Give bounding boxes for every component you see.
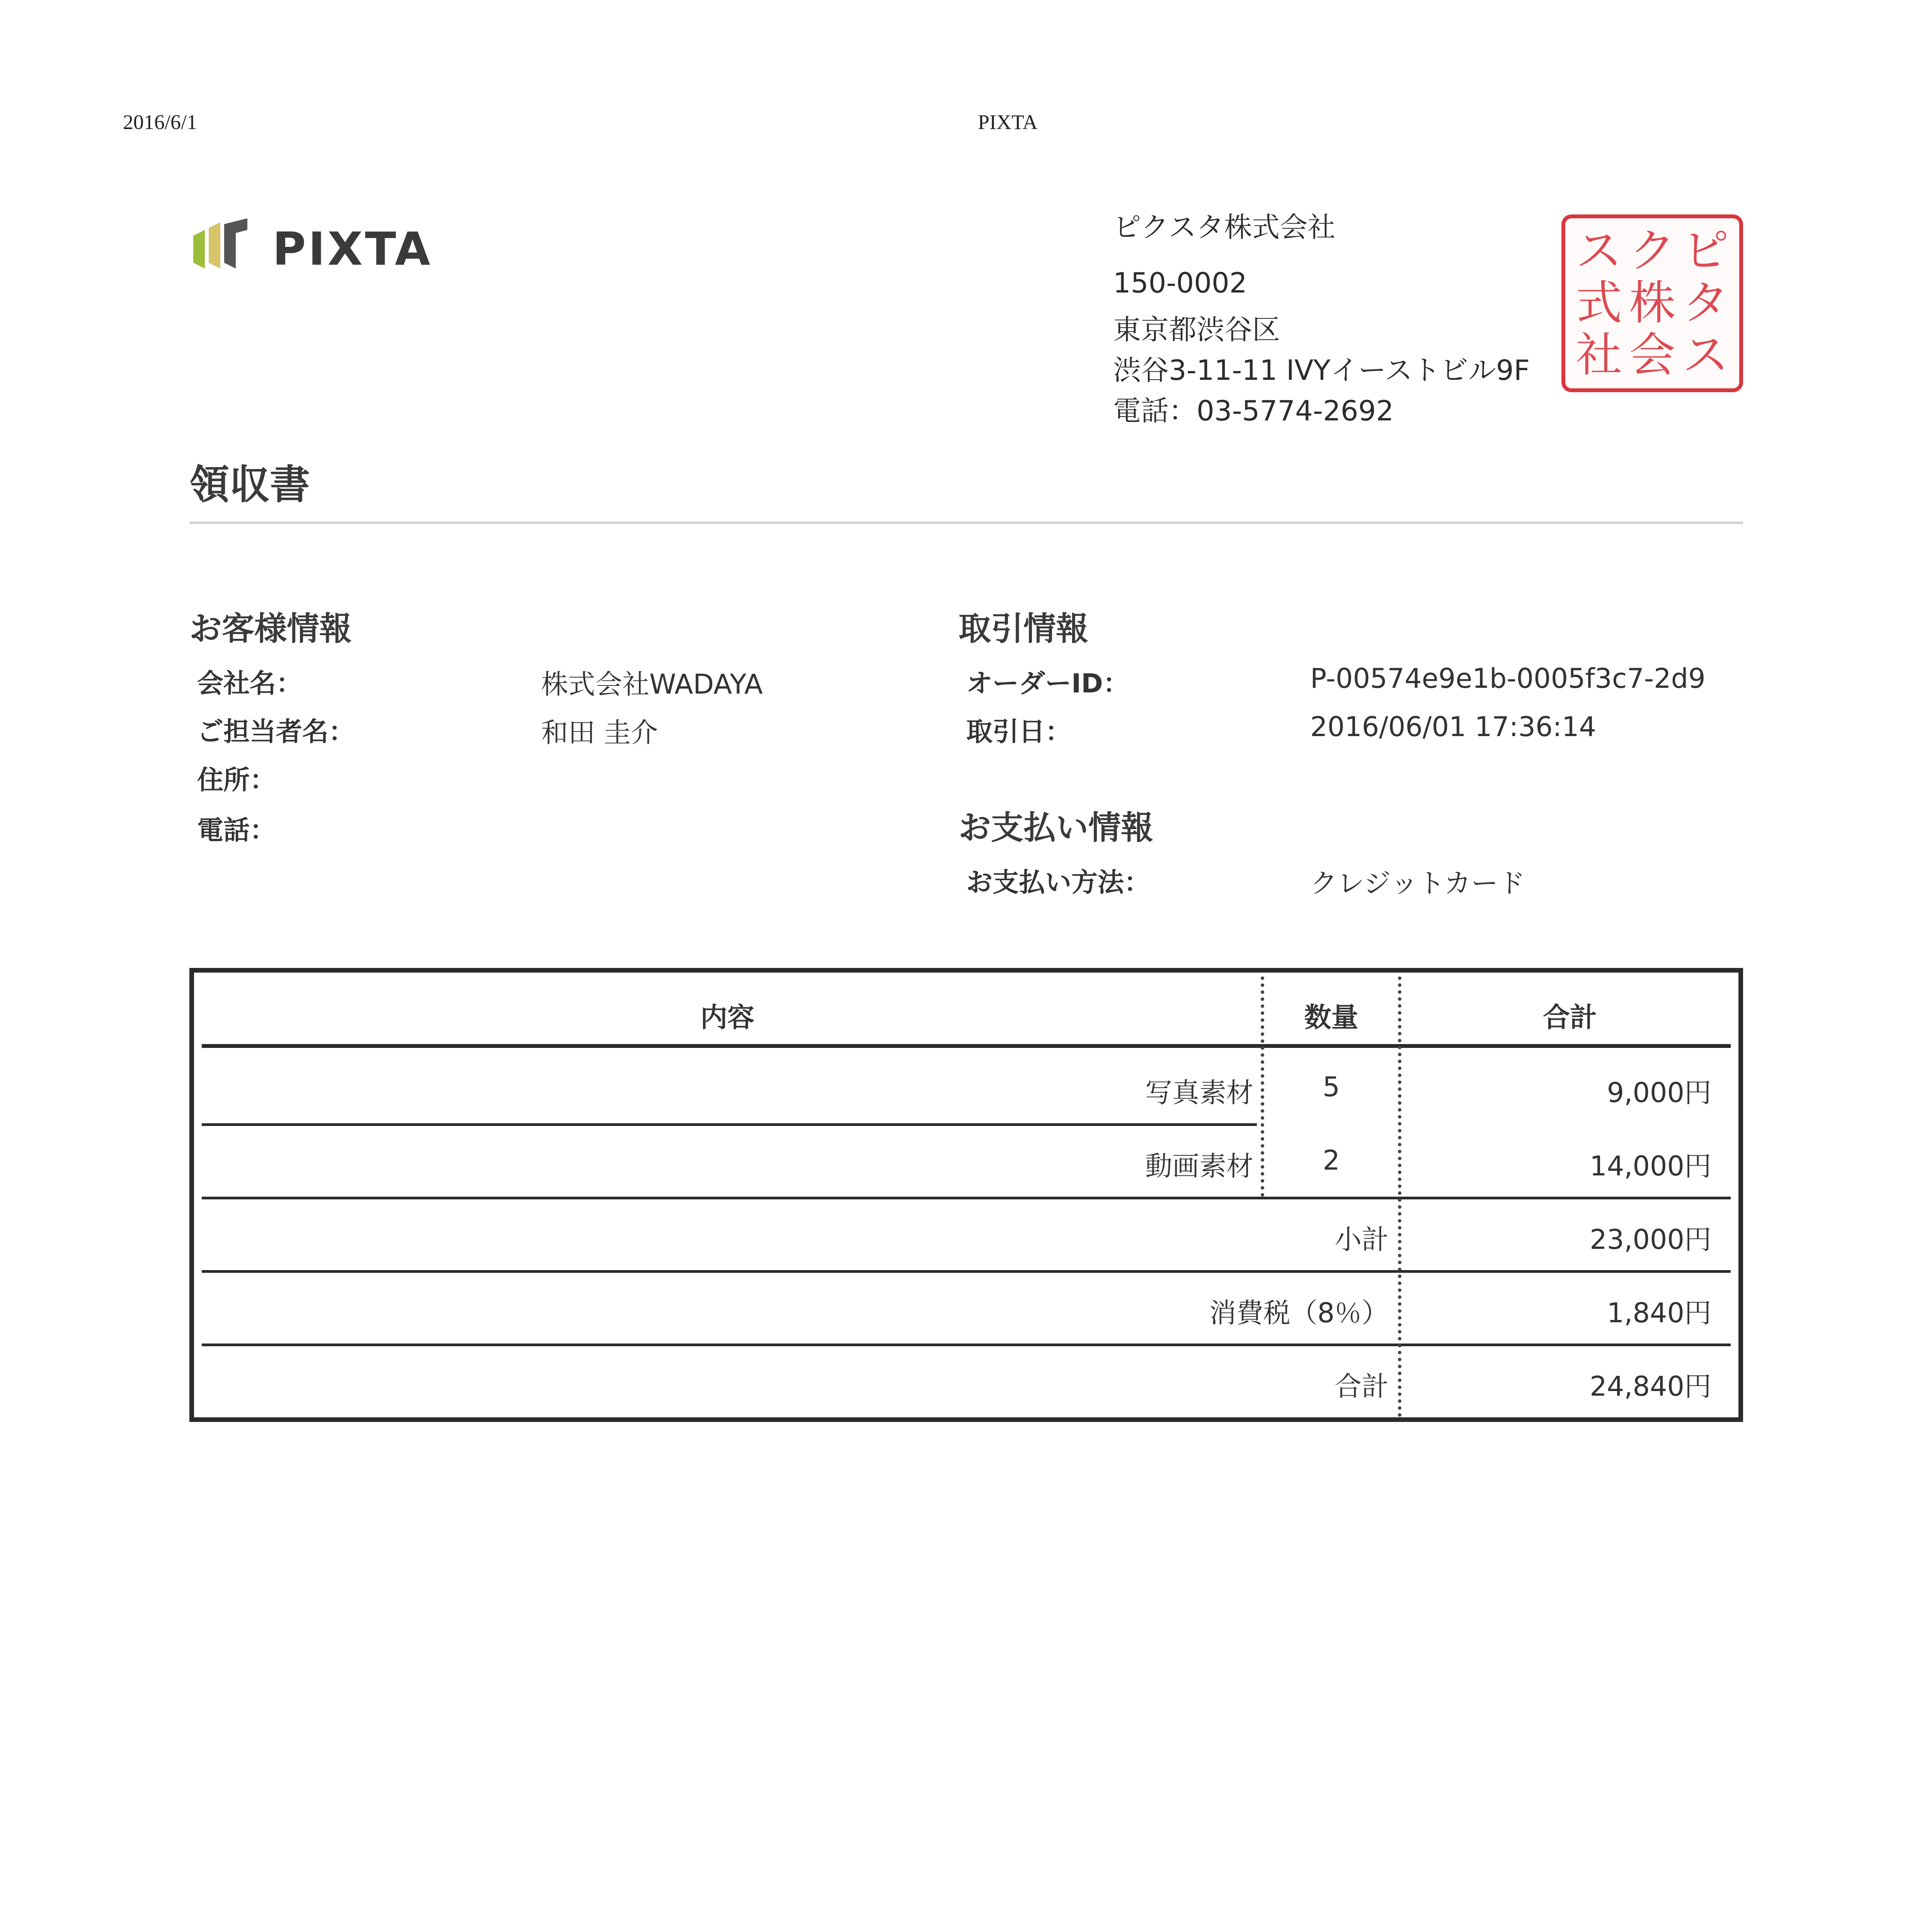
print-date: 2016/6/1	[123, 111, 197, 134]
customer-info-heading: お客様情報	[189, 610, 352, 648]
logo-wordmark: PIXTA	[272, 222, 433, 276]
pixta-logo	[189, 214, 444, 276]
company-address-line2: 渋谷3-11-11 IVYイーストビル9F	[1113, 354, 1530, 386]
customer-phone-label: 電話：	[197, 815, 276, 846]
grand-total-value: 24,840円	[1590, 1371, 1711, 1402]
subtotal-value: 23,000円	[1590, 1224, 1711, 1255]
table-header-rule	[202, 1044, 1731, 1048]
customer-address-label: 住所：	[197, 765, 276, 796]
table-row-rule	[202, 1197, 1731, 1199]
seal-char: ス	[1682, 328, 1729, 382]
company-phone: 電話：03-5774-2692	[1113, 395, 1394, 427]
row-content: 動画素材	[1145, 1150, 1253, 1182]
seal-char: ス	[1576, 224, 1622, 278]
transaction-date-value: 2016/06/01 17:36:14	[1310, 711, 1597, 743]
company-name: ピクスタ株式会社	[1113, 211, 1336, 243]
table-row-rule	[202, 1123, 1257, 1126]
table-row-rule	[202, 1270, 1731, 1273]
title-divider	[189, 522, 1743, 524]
payment-info-heading: お支払い情報	[958, 809, 1154, 847]
header-total: 合計	[1543, 1002, 1597, 1033]
customer-company-value: 株式会社WADAYA	[541, 668, 763, 700]
row-quantity: 2	[1323, 1145, 1340, 1176]
row-total: 14,000円	[1590, 1150, 1711, 1182]
tax-value: 1,840円	[1607, 1297, 1711, 1329]
seal-char: 式	[1576, 276, 1622, 330]
pixta-logo-icon	[189, 214, 259, 272]
table-column-divider	[1398, 976, 1401, 1417]
subtotal-label: 小計	[1335, 1224, 1389, 1255]
payment-method-label: お支払い方法：	[966, 867, 1151, 898]
header-content: 内容	[700, 1002, 754, 1033]
company-address-line1: 東京都渋谷区	[1113, 313, 1280, 346]
grand-total-label: 合計	[1335, 1371, 1389, 1402]
row-content: 写真素材	[1145, 1077, 1253, 1109]
seal-char: タ	[1682, 276, 1729, 330]
print-site-title: PIXTA	[978, 111, 1038, 134]
seal-char: ピ	[1682, 224, 1729, 278]
tax-label: 消費税（8％）	[1209, 1297, 1389, 1329]
document-title: 領収書	[189, 461, 310, 508]
table-row-rule	[202, 1344, 1731, 1346]
row-quantity: 5	[1323, 1071, 1340, 1103]
seal-characters	[1572, 225, 1732, 381]
transaction-date-label: 取引日：	[966, 717, 1072, 747]
order-id-label: オーダーID：	[966, 668, 1129, 699]
order-id-value: P-00574e9e1b-0005f3c7-2d9	[1310, 663, 1706, 694]
customer-company-label: 会社名：	[197, 668, 303, 699]
header-quantity: 数量	[1304, 1002, 1359, 1033]
seal-char: 株	[1629, 276, 1675, 330]
company-zip: 150-0002	[1113, 267, 1247, 299]
line-items-table	[189, 968, 1743, 1422]
seal-char: ク	[1629, 224, 1675, 278]
table-column-divider	[1261, 976, 1264, 1197]
seal-char: 社	[1576, 328, 1622, 382]
row-total: 9,000円	[1607, 1077, 1711, 1109]
company-seal	[1561, 214, 1743, 392]
customer-contact-value: 和田 圭介	[541, 717, 658, 748]
seal-char: 会	[1629, 328, 1675, 382]
customer-contact-label: ご担当者名：	[197, 717, 355, 747]
payment-method-value: クレジットカード	[1310, 867, 1525, 899]
transaction-info-heading: 取引情報	[958, 610, 1089, 648]
